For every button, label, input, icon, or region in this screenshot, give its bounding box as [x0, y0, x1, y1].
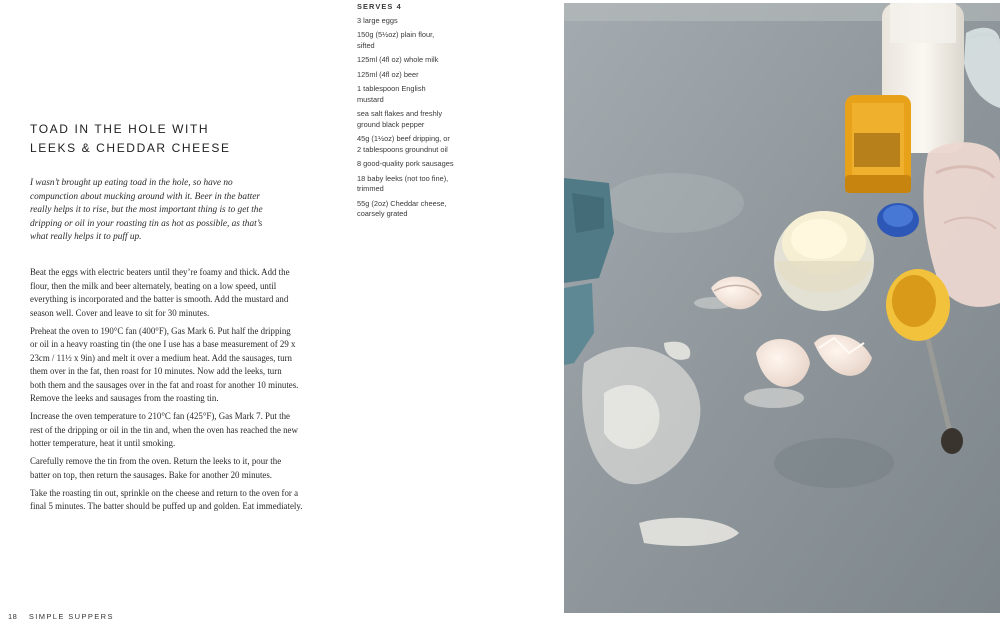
intro-line: what really helps it to puff up.	[30, 232, 142, 243]
ingredient-line: 55g (2oz) Cheddar cheese,	[357, 198, 447, 208]
page-number: 18	[8, 612, 18, 621]
ingredient-line: ground black pepper	[357, 119, 425, 129]
ingredient-item	[357, 30, 477, 51]
method-line: hotter temperature, heat it until smoking.	[30, 438, 176, 448]
ingredient-item	[357, 159, 477, 170]
ingredient-line: 150g (5½oz) plain flour,	[357, 30, 435, 39]
ingredients-illustration	[564, 3, 1000, 613]
ingredient-line: coarsely grated	[357, 209, 408, 218]
method-line: 23cm / 11½ x 9in) and melt it over a medium heat. Add the sausages, turn	[30, 352, 292, 363]
ingredient-line: 125ml (4fl oz) beer	[357, 69, 419, 79]
intro-line: really helps it to rise, but the most important thing is to get the	[30, 205, 263, 216]
method-line: Take the roasting tin out, sprinkle on the cheese and return to the oven for a	[30, 487, 299, 498]
method-paragraph	[30, 266, 330, 320]
method-paragraph	[30, 410, 330, 451]
recipe-title-line: LEEKS & CHEDDAR CHEESE	[30, 141, 231, 155]
surface-highlight	[604, 173, 744, 233]
method-line: rest of the dripping or oil in the tin and, when the oven has reached the new	[30, 424, 298, 435]
method-line: them over in the fat, then roast for 10 minutes. Now add the leeks, turn	[30, 366, 282, 376]
surface-stain	[774, 438, 894, 488]
method-paragraph	[30, 487, 330, 514]
intro-line: I wasn’t brought up eating toad in the hole, so have no	[30, 178, 233, 188]
method-line: or oil in a heavy roasting tin (the one I use has a base measurement of 29 x	[30, 339, 296, 349]
method-line: both them and the sausages over in the fat and roast for another 10 minutes.	[30, 379, 299, 390]
method-line: Preheat the oven to 190°C fan (400°F), Gas Mark 6. Put half the dripping	[30, 325, 291, 336]
recipe-title	[30, 120, 330, 158]
ingredients-list	[357, 2, 477, 224]
serves-label: SERVES 4	[357, 2, 402, 11]
ingredient-line: trimmed	[357, 184, 384, 193]
intro-line: compunction about mucking around with it. Beer in the batter	[30, 191, 260, 202]
method-line: Carefully remove the tin from the oven. Return the leeks to it, pour the	[30, 456, 282, 466]
ingredient-line: 3 large eggs	[357, 15, 398, 25]
ingredient-line: 18 baby leeks (not too fine),	[357, 173, 449, 183]
method-paragraph	[30, 455, 330, 482]
ingredient-item	[357, 199, 477, 220]
method-line: Remove the leeks and sausages from the roasting tin.	[30, 393, 219, 403]
ingredient-line: mustard	[357, 94, 384, 104]
recipe-title-line: TOAD IN THE HOLE WITH	[30, 122, 210, 136]
recipe-method	[30, 266, 330, 518]
method-line: season well. Cover and leave to sit for 30 minutes.	[30, 307, 210, 318]
intro-line: dripping or oil in your roasting tin as hot as possible, as that’s	[30, 218, 263, 229]
ingredient-item	[357, 84, 477, 105]
ingredient-line: sea salt flakes and freshly	[357, 109, 443, 118]
beef-dripping-jar	[774, 211, 874, 311]
page-footer	[8, 612, 114, 621]
ingredient-line: 45g (1½oz) beef dripping, or	[357, 134, 450, 143]
ingredient-item	[357, 16, 477, 27]
method-line: everything is incorporated and the batter is smooth. Add the mustard and	[30, 294, 289, 304]
ingredient-item	[357, 55, 477, 66]
ingredient-line: 125ml (4fl oz) whole milk	[357, 55, 439, 64]
method-line: final 5 minutes. The batter should be puffed up and golden. Eat immediately.	[30, 501, 303, 511]
ingredient-item	[357, 134, 477, 155]
ingredient-line: sifted	[357, 40, 375, 50]
method-paragraph	[30, 325, 330, 406]
blue-bottle-cap	[877, 203, 919, 237]
method-line: batter on top, then return the sausages. Bake for another 20 minutes.	[30, 469, 273, 480]
ingredient-item	[357, 70, 477, 81]
method-line: Beat the eggs with electric beaters until they’re foamy and thick. Add the	[30, 267, 290, 277]
mustard-jar	[845, 95, 911, 193]
ingredient-line: 2 tablespoons groundnut oil	[357, 144, 448, 154]
ingredient-item	[357, 109, 477, 130]
ingredient-item	[357, 174, 477, 195]
section-name: SIMPLE SUPPERS	[28, 612, 114, 621]
recipe-intro	[30, 177, 280, 245]
method-line: Increase the oven temperature to 210°C fan (425°F), Gas Mark 7. Put the	[30, 411, 290, 421]
recipe-photo	[564, 3, 1000, 613]
ingredient-line: 1 tablespoon English	[357, 84, 426, 93]
ingredient-line: 8 good-quality pork sausages	[357, 159, 454, 168]
method-line: flour, then the milk and beer alternately, beating on a low speed, until	[30, 280, 277, 291]
